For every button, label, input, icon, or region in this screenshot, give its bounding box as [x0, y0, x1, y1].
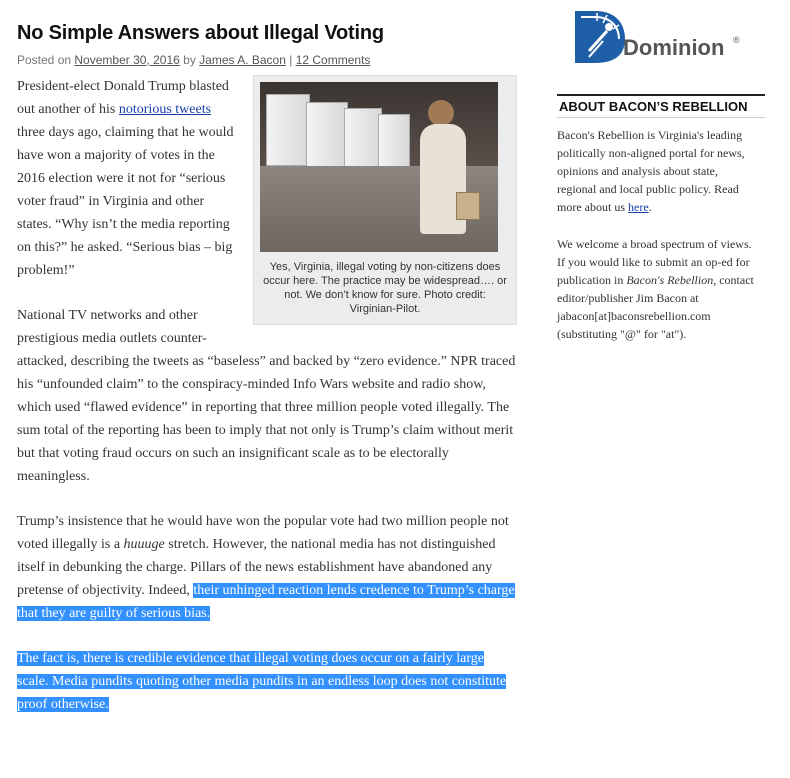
selected-paragraph[interactable]: The fact is, there is credible evidence that illegal voting does occur on a fairly large scale. Media pundits quoting other media pundits in an endless loop does not constitute proof otherwise.: [17, 651, 507, 712]
paragraph-1-text-a: President-elect Donald Trump blasted out another of his: [17, 79, 229, 117]
welcome-text-a: We welcome a broad spectrum of views. If you would like to submit an op-ed for publication in: [557, 237, 752, 287]
paragraph-3: [17, 510, 517, 625]
dominion-logo[interactable]: [573, 7, 753, 67]
about-text-end: .: [648, 200, 652, 214]
post-title[interactable]: No Simple Answers about Illegal Voting: [17, 22, 384, 44]
by-label: by: [183, 53, 196, 67]
comments-link[interactable]: 12 Comments: [295, 53, 371, 67]
about-text-body: Bacon's Rebellion is Virginia's leading politically non-aligned portal for news, opinions and analysis about state, regional and local public policy. Read more about us: [557, 128, 745, 214]
article-figure: [253, 75, 517, 325]
posted-on-label: Posted on: [17, 53, 72, 67]
paragraph-4: [17, 647, 517, 716]
read-more-here-link[interactable]: here: [628, 200, 649, 214]
paragraph-3-emphasis: huuuge: [123, 537, 165, 552]
paragraph-3-text-a: Trump’s insistence that he would have won the popular vote had two million people not voted illegally is a: [17, 514, 509, 552]
paragraph-1-text-b: three days ago, claiming that he would have won a majority of votes in the 2016 election were it not for “serious voter fraud” in Virginia and other states. “Why isn’t the media reporting on this?” he asked. “Serious bias – big problem!”: [17, 125, 234, 278]
registered-mark: ®: [733, 35, 740, 45]
post-date-link[interactable]: November 30, 2016: [74, 53, 180, 67]
voting-booth-photo[interactable]: [260, 82, 498, 252]
selected-text[interactable]: their unhinged reaction lends credence to Trump’s charge that they are guilty of serious bias.: [17, 583, 515, 621]
about-text: [557, 126, 760, 216]
about-widget-body: [557, 126, 760, 362]
dominion-logo-text: Dominion: [623, 35, 725, 60]
author-link[interactable]: James A. Bacon: [199, 53, 286, 67]
meta-separator: |: [289, 53, 293, 67]
article-body: [17, 75, 517, 716]
welcome-text-b: , contact editor/publisher Jim Bacon at jabacon[at]baconsrebellion.com (substituting "@" for "at").: [557, 273, 754, 341]
welcome-emphasis: Bacon's Rebellion: [626, 273, 714, 287]
about-widget-title: ABOUT BACON’S REBELLION: [557, 94, 765, 118]
welcome-text: [557, 235, 760, 343]
paragraph-3-text-b: stretch. However, the national media has not distinguished itself in debunking the charge. Pillars of the news establishment have abandoned any pretense of objectivity. Indeed,: [17, 537, 496, 598]
paragraph-2: National TV networks and other prestigious media outlets counter-attacked, describing the tweets as “baseless” and backed by “zero evidence.” NPR traced his “unfounded claim” to the conspiracy-minded Info Wars website and radio show, which used “flawed evidence” in reporting that three million people voted illegally. The sum total of the reporting has been to imply that not only is Trump’s claim without merit but that voting fraud occurs on such an insignificant scale as to be electorally meaningless.: [17, 308, 516, 484]
notorious-tweets-link[interactable]: notorious tweets: [118, 102, 212, 117]
main-content: [17, 22, 517, 738]
post-meta: [17, 53, 517, 67]
figure-caption: Yes, Virginia, illegal voting by non-citizens does occur here. The practice may be widespread…. or not. We don’t know for sure. Photo credit: Virginian-Pilot.: [263, 261, 507, 315]
